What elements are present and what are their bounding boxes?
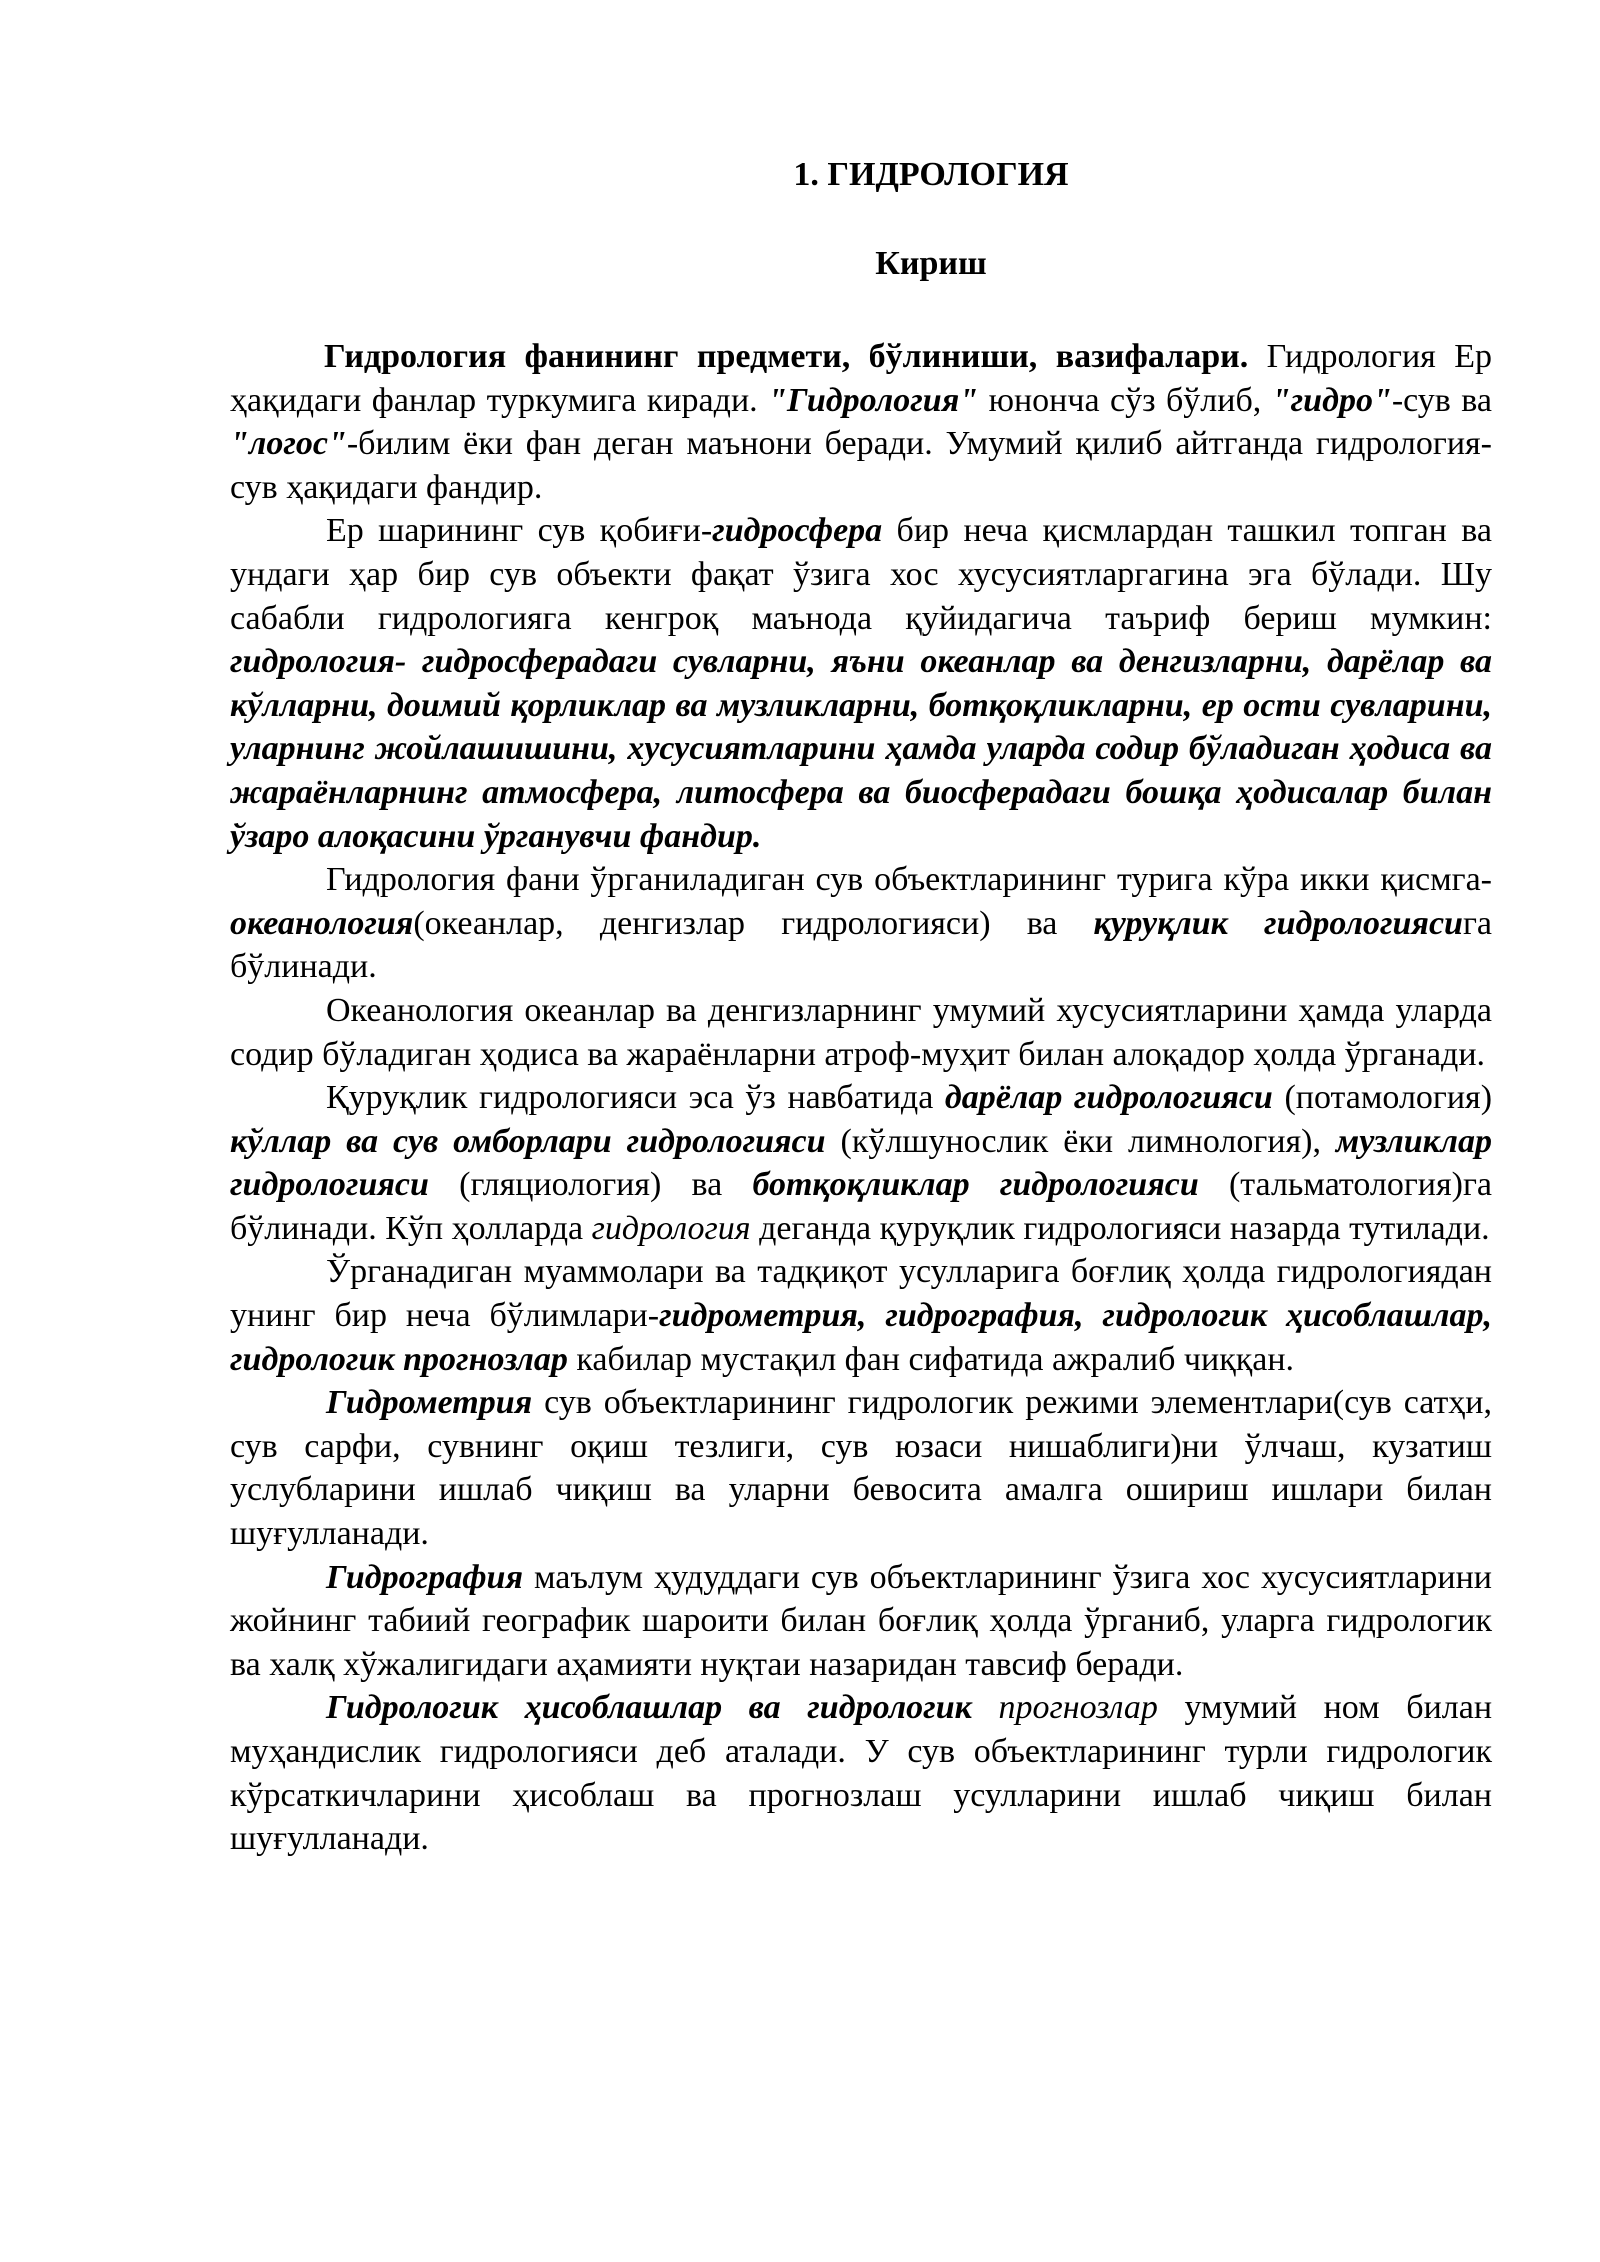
text-run: га бўлинади. xyxy=(230,904,1492,986)
paragraph-1 xyxy=(230,335,1492,509)
paragraph-5 xyxy=(230,1076,1492,1250)
text-run: кабилар мустақил фан сифатида ажралиб чиққан. xyxy=(567,1340,1295,1378)
text-run: Ўрганадиган муаммолари ва тадқиқот усулларига боғлиқ ҳолда гидрологиядан унинг бир неча бўлимлари- xyxy=(230,1253,1492,1335)
text-run: қуруқлик гидрологияси xyxy=(1093,904,1463,942)
text-run: гидросфера xyxy=(712,512,883,550)
text-run: (тальматология)га бўлинади. Кўп ҳолларда xyxy=(230,1166,1492,1247)
text-run xyxy=(972,1689,999,1726)
text-run: сув объектларининг гидрологик режими элементлари(сув сатҳи, сув сарфи, сувнинг оқиш тезлиги, сув юзаси нишаблиги)ни ўлчаш, кузатиш услубларини ишлаб чиқиш ва уларни бевосита амалга ошириш ишлари билан шуғулланади. xyxy=(230,1384,1492,1553)
text-run: -билим ёки фан деган маънони беради. Умумий қилиб айтганда гидрология-сув ҳақидаги фандир. xyxy=(230,425,1492,506)
text-run: кўллар ва сув омборлари гидрологияси xyxy=(230,1122,826,1160)
text-run: (потамология) xyxy=(1272,1079,1493,1117)
text-run: (кўлшунослик ёки лимнология), xyxy=(825,1122,1336,1160)
text-run: (гляциология) ва xyxy=(428,1166,753,1204)
paragraph-4 xyxy=(230,989,1492,1076)
text-run: Океанология океанлар ва денгизларнинг умумий хусусиятларини ҳамда уларда содир бўладиган ҳодиса ва жараёнларни атроф-муҳит билан алоқадор ҳолда ўрганади. xyxy=(230,991,1492,1073)
text-run: Ер шарининг сув қобиғи- xyxy=(326,512,713,550)
paragraph-3 xyxy=(230,858,1492,989)
document-title: 1. ГИДРОЛОГИЯ xyxy=(793,156,1069,193)
text-run: деганда қуруқлик гидрологияси назарда тутилади. xyxy=(750,1209,1490,1247)
text-run: Гидрология фанининг предмети, бўлиниши, вазифалари. xyxy=(324,338,1249,375)
text-run: бир неча қисмлардан ташкил топган ва ундаги ҳар бир сув объекти фақат ўзига хос хусусиятларгагина эга бўлади. Шу сабабли гидрологияга кенгроқ маънода қуйидагича таъриф бериш мумкин: xyxy=(230,512,1492,637)
text-run: -сув ва xyxy=(1391,381,1493,419)
text-run: прогнозлар xyxy=(998,1689,1158,1727)
text-run: Гидрометрия xyxy=(326,1384,533,1422)
text-run: умумий ном билан муҳандислик гидрологияси деб аталади. У сув объектларининг турли гидрологик кўрсаткичларини ҳисоблаш ва прогнозлаш усулларини ишлаб чиқиш билан шуғулланади. xyxy=(230,1689,1493,1858)
text-run: юнонча сўз бўлиб, xyxy=(978,381,1272,419)
text-run: дарёлар гидрологияси xyxy=(944,1079,1273,1117)
text-run: Гидрологик ҳисоблашлар ва гидрологик xyxy=(326,1689,972,1727)
text-run: маълум ҳудуддаги сув объектларининг ўзига хос хусусиятларини жойнинг табиий географик шароити билан боғлиқ ҳолда ўрганиб, уларга гидрологик ва халқ хўжалигидаги аҳамияти нуқтаи назаридан тавсиф беради. xyxy=(230,1558,1492,1683)
text-run: гидрометрия, гидрография, гидрологик ҳисоблашлар, гидрологик прогнозлар xyxy=(230,1297,1492,1378)
text-run: океанология xyxy=(230,904,414,942)
text-run: гидрология xyxy=(591,1209,751,1247)
body-text xyxy=(230,335,1492,1861)
text-run: музликлар гидрологияси xyxy=(230,1122,1492,1204)
text-run: "гидро" xyxy=(1271,381,1392,419)
text-run: "логос" xyxy=(230,425,347,463)
text-run: Қуруқлик гидрологияси эса ўз навбатида xyxy=(326,1079,945,1117)
paragraph-2 xyxy=(230,509,1492,858)
text-run: Гидрология фани ўрганиладиган сув объектларининг турига кўра икки қисмга- xyxy=(326,861,1492,899)
paragraph-7 xyxy=(230,1381,1492,1555)
document-page xyxy=(230,145,1492,1861)
text-run: "Гидрология" xyxy=(768,381,979,419)
text-run: Гидрология Ер ҳақидаги фанлар туркумига киради. xyxy=(230,338,1493,419)
text-run: ботқоқликлар гидрологияси xyxy=(752,1166,1199,1204)
paragraph-6 xyxy=(230,1250,1492,1381)
text-run: (океанлар, денгизлар гидрологияси) ва xyxy=(413,904,1094,942)
text-run: гидрология- гидросферадаги сувларни, яъни океанлар ва денгизларни, дарёлар ва кўлларни, доимий қорликлар ва музликларни, ботқоқликларни, ер ости сувларини, уларнинг жойлашишини, хусусиятларини ҳамда уларда содир бўладиган ҳодиса ва жараёнларнинг атмосфера, литосфера ва биосферадаги бошқа ҳодисалар билан ўзаро алоқасини ўрганувчи фандир. xyxy=(230,643,1492,855)
paragraph-9 xyxy=(230,1686,1492,1860)
text-run: Гидрография xyxy=(326,1558,523,1596)
paragraph-8 xyxy=(230,1556,1492,1687)
section-heading: Кириш xyxy=(875,245,987,282)
